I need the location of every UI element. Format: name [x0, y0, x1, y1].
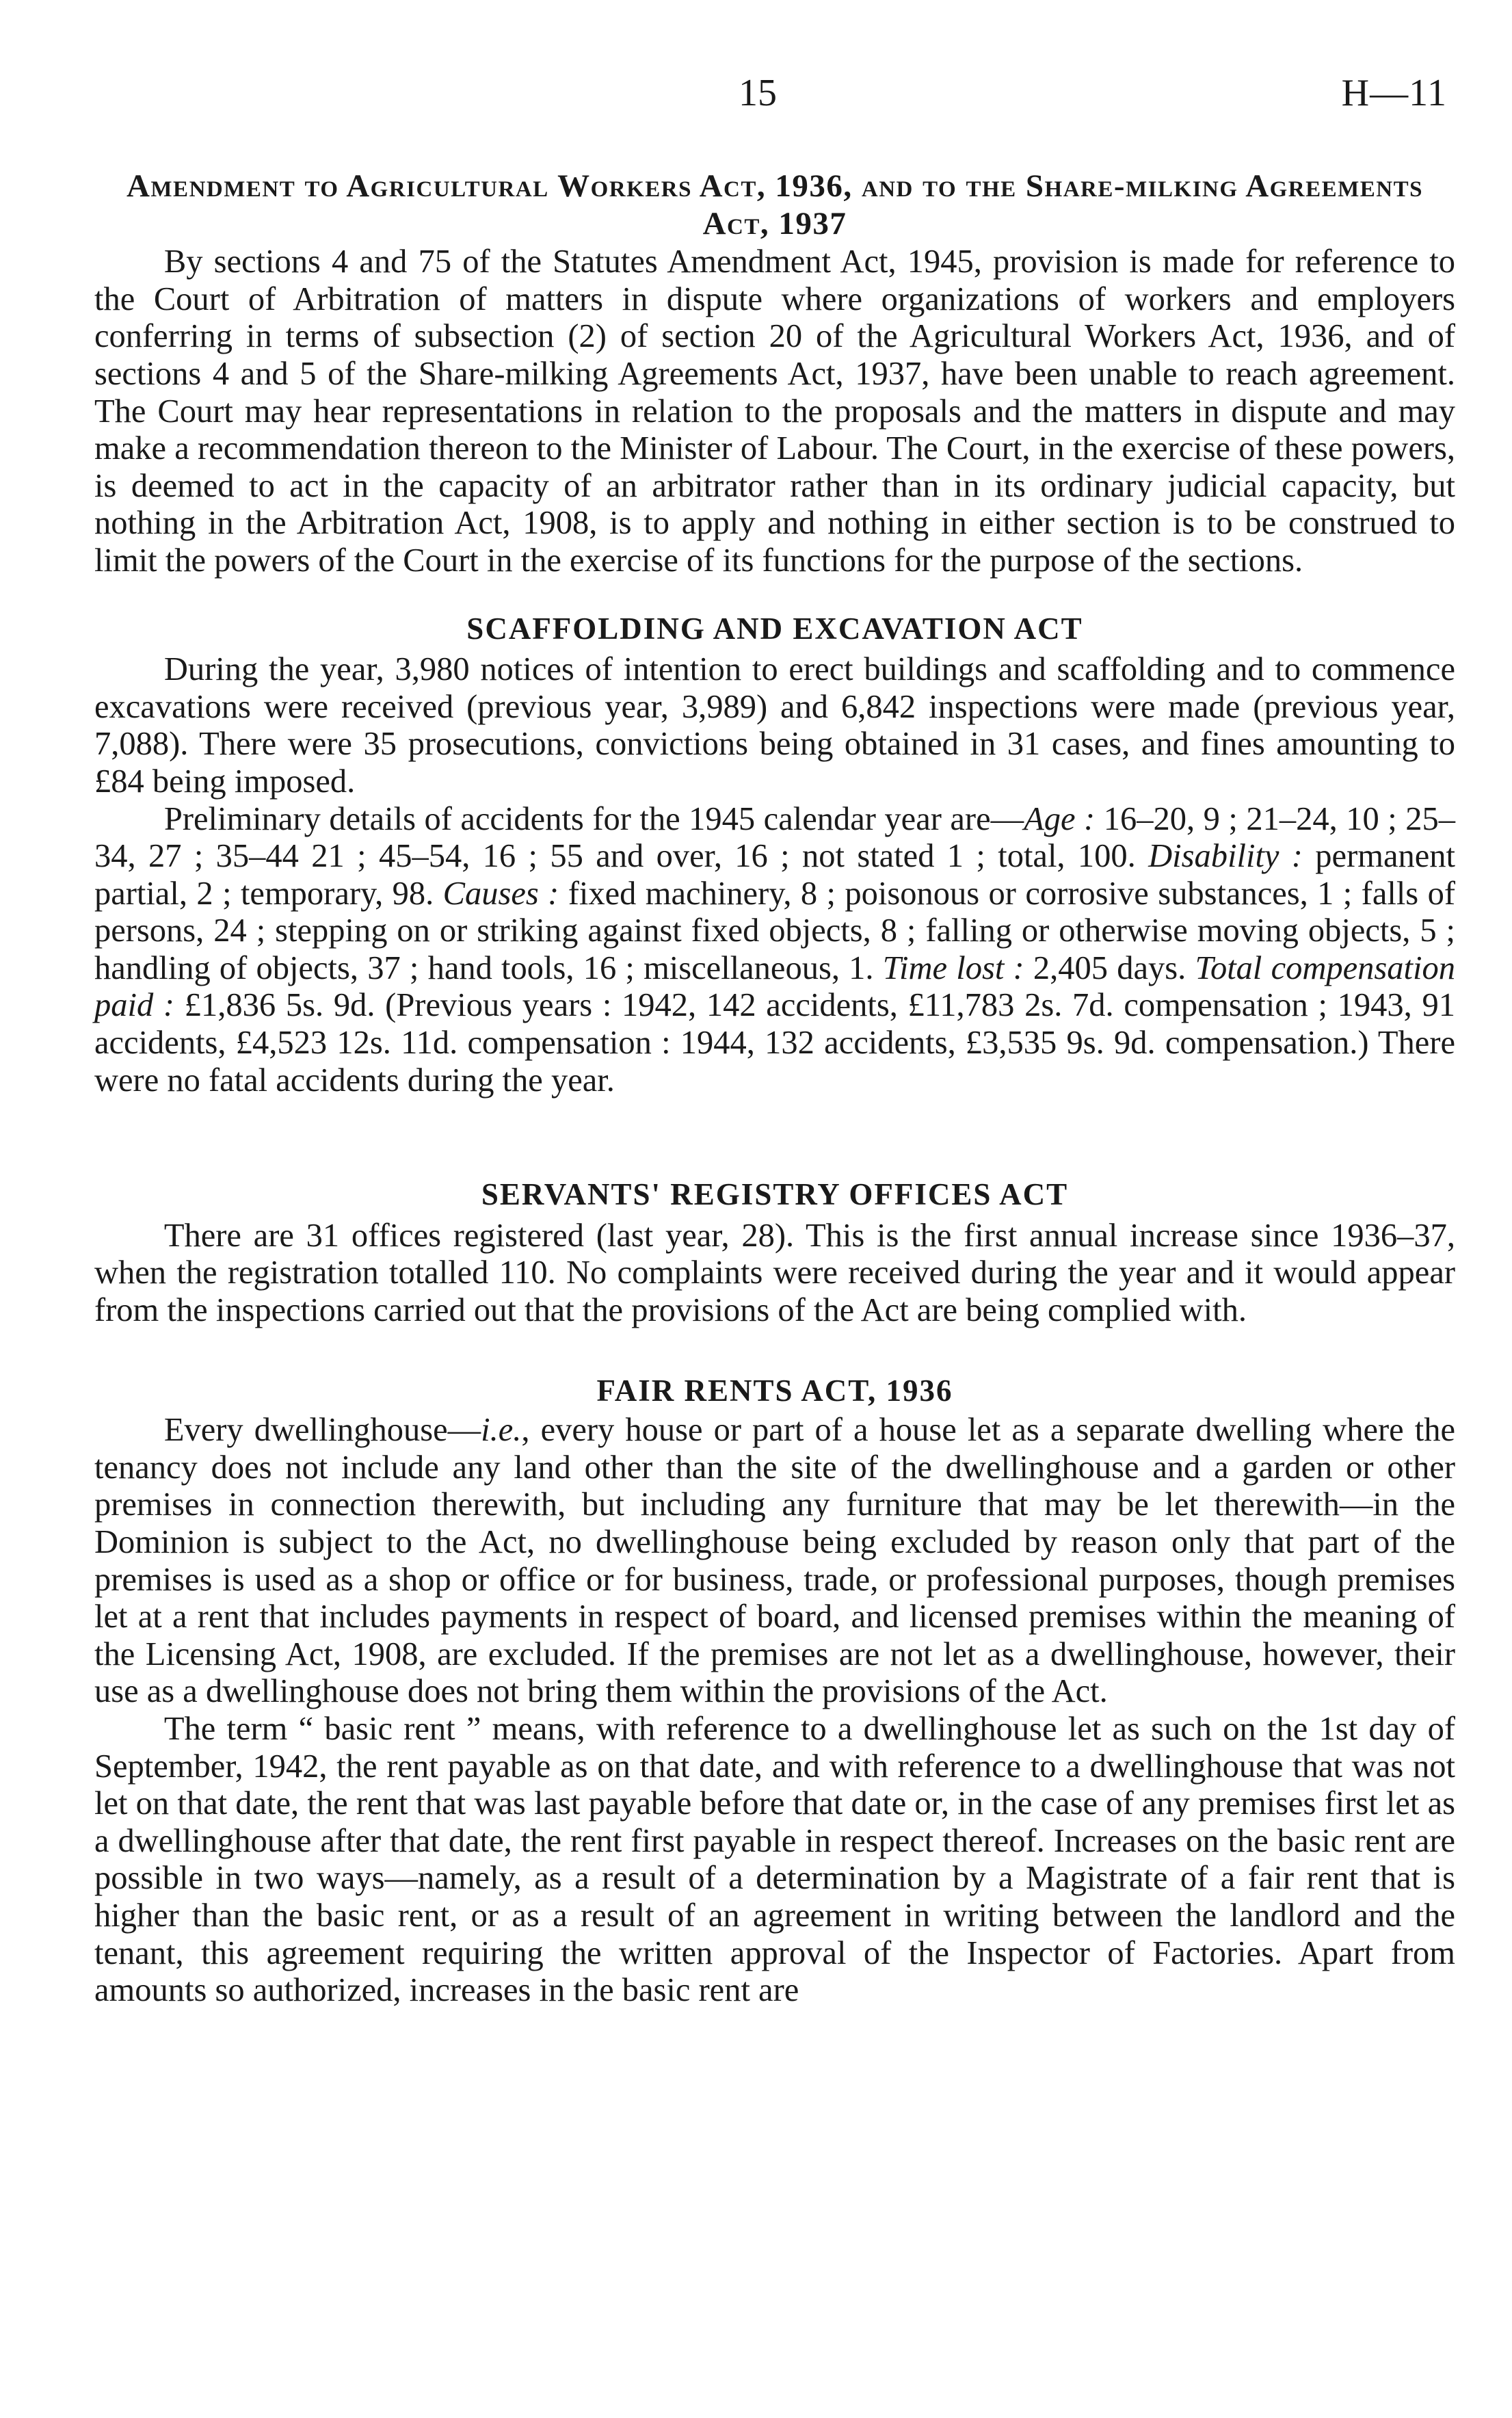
- disability-label: Disability :: [1148, 838, 1303, 875]
- ie-abbreviation: i.e.: [481, 1412, 522, 1449]
- age-text: 16–20, 9 ; 21–24, 10 ; 25–34, 27 ; 35–44 21 ; 45–54, 16 ; 55 and over, 16 ; not stated 1 ; total, 100.: [94, 800, 1456, 875]
- fair-rents-text-1a: Every dwellinghouse—: [163, 1412, 481, 1449]
- body-paragraph: During the year, 3,980 notices of intention to erect buildings and scaffolding and to commence excavations were received (previous year, 3,989) and 6,842 inspections were made (previous year, 7,088). There were 35 prosecutions, convictions being obtained in 31 cases, and fines amounting to £84 being imposed.: [94, 651, 1455, 800]
- time-lost-text: 2,405 days.: [1024, 949, 1195, 986]
- section-fair-rents: [94, 1372, 1455, 2010]
- section-heading: SERVANTS' REGISTRY OFFICES ACT: [481, 1177, 1069, 1212]
- accidents-paragraph: [94, 801, 1455, 1100]
- section-heading: FAIR RENTS ACT, 1936: [596, 1373, 953, 1408]
- section-heading: SCAFFOLDING AND EXCAVATION ACT: [466, 611, 1083, 646]
- compensation-text: £1,836 5s. 9d. (Previous years : 1942, 142 accidents, £11,783 2s. 7d. compensation ; 1943, 91 accidents, £4,523 12s. 11d. compensation : 1944, 132 accidents, £3,535 9s. 9d. compensation.) There were no fatal accidents during the year.: [94, 987, 1455, 1099]
- section-agricultural-workers: [94, 168, 1455, 580]
- body-paragraph: There are 31 offices registered (last year, 28). This is the first annual increase since 1936–37, when the registration totalled 110. No complaints were received during the year and it would appear from the inspections carried out that the provisions of the Act are being complied with.: [94, 1217, 1455, 1329]
- body-paragraph: By sections 4 and 75 of the Statutes Amendment Act, 1945, provision is made for reference to the Court of Arbitration of matters in dispute where organizations of workers and employers conferring in terms of subsection (2) of section 20 of the Agricultural Workers Act, 1936, and of sections 4 and 5 of the Share-milking Agreements Act, 1937, have been unable to reach agreement. The Court may hear representations in relation to the proposals and the matters in dispute and may make a recommendation thereon to the Minister of Labour. The Court, in the exercise of these powers, is deemed to act in the capacity of an arbitrator rather than in its ordinary judicial capacity, but nothing in the Arbitration Act, 1908, is to apply and nothing in either section is to be construed to limit the powers of the Court in the exercise of its functions for the purpose of the sections.: [94, 244, 1455, 579]
- accidents-intro: Preliminary details of accidents for the 1945 calendar year are—: [163, 800, 1024, 837]
- causes-label: Causes :: [442, 875, 559, 912]
- page-body: [94, 168, 1455, 2010]
- fair-rents-text-1b: , every house or part of a house let as a separate dwelling where the tenancy does not include any land other than the site of the dwellinghouse and a garden or other premises in connection therewith, but including any furniture that may be let therewith—in the Dominion is subject to the Act, no dwellinghouse being excluded by reason only that part of the premises is used as a shop or office or for business, trade, or professional purposes, though premises let at a rent that includes payments in respect of board, and licensed premises within the meaning of the Licensing Act, 1908, are excluded. If the premises are not let as a dwellinghouse, however, their use as a dwellinghouse does not bring them within the provisions of the Act.: [94, 1412, 1455, 1710]
- compensation-label: Total compensation paid :: [94, 949, 1456, 1024]
- section-scaffolding: [94, 610, 1455, 1100]
- body-paragraph: [94, 1412, 1455, 1711]
- section-servants-registry: [94, 1176, 1455, 1329]
- body-paragraph: The term “ basic rent ” means, with reference to a dwellinghouse let as such on the 1st day of September, 1942, the rent payable as on that date, and with reference to a dwellinghouse that was not let on that date, the rent that was last payable before that date or, in the case of any premises first let as a dwellinghouse after that date, the rent first payable in respect thereof. Increases on the basic rent are possible in two ways—namely, as a result of a determination by a Magistrate of a fair rent that is higher than the basic rent, or as a result of an agreement in writing between the landlord and the tenant, this agreement requiring the written approval of the Inspector of Factories. Apart from amounts so authorized, increases in the basic rent are: [94, 1710, 1455, 2009]
- age-label: Age :: [1024, 800, 1096, 837]
- page-number: 15: [739, 72, 777, 114]
- section-heading: Amendment to Agricultural Workers Act, 1936, and to the Share-milking Agreements Act, 1937: [126, 168, 1424, 241]
- disability-text: permanent partial, 2 ; temporary, 98.: [94, 838, 1455, 912]
- page-header: [0, 71, 1512, 126]
- document-reference: H—11: [1341, 72, 1447, 114]
- time-lost-label: Time lost :: [882, 949, 1024, 986]
- causes-text: fixed machinery, 8 ; poisonous or corrosive substances, 1 ; falls of persons, 24 ; stepping on or striking against fixed objects, 8 ; falling or otherwise moving objects, 5 ; handling of objects, 37 ; hand tools, 16 ; miscellaneous, 1.: [94, 875, 1455, 986]
